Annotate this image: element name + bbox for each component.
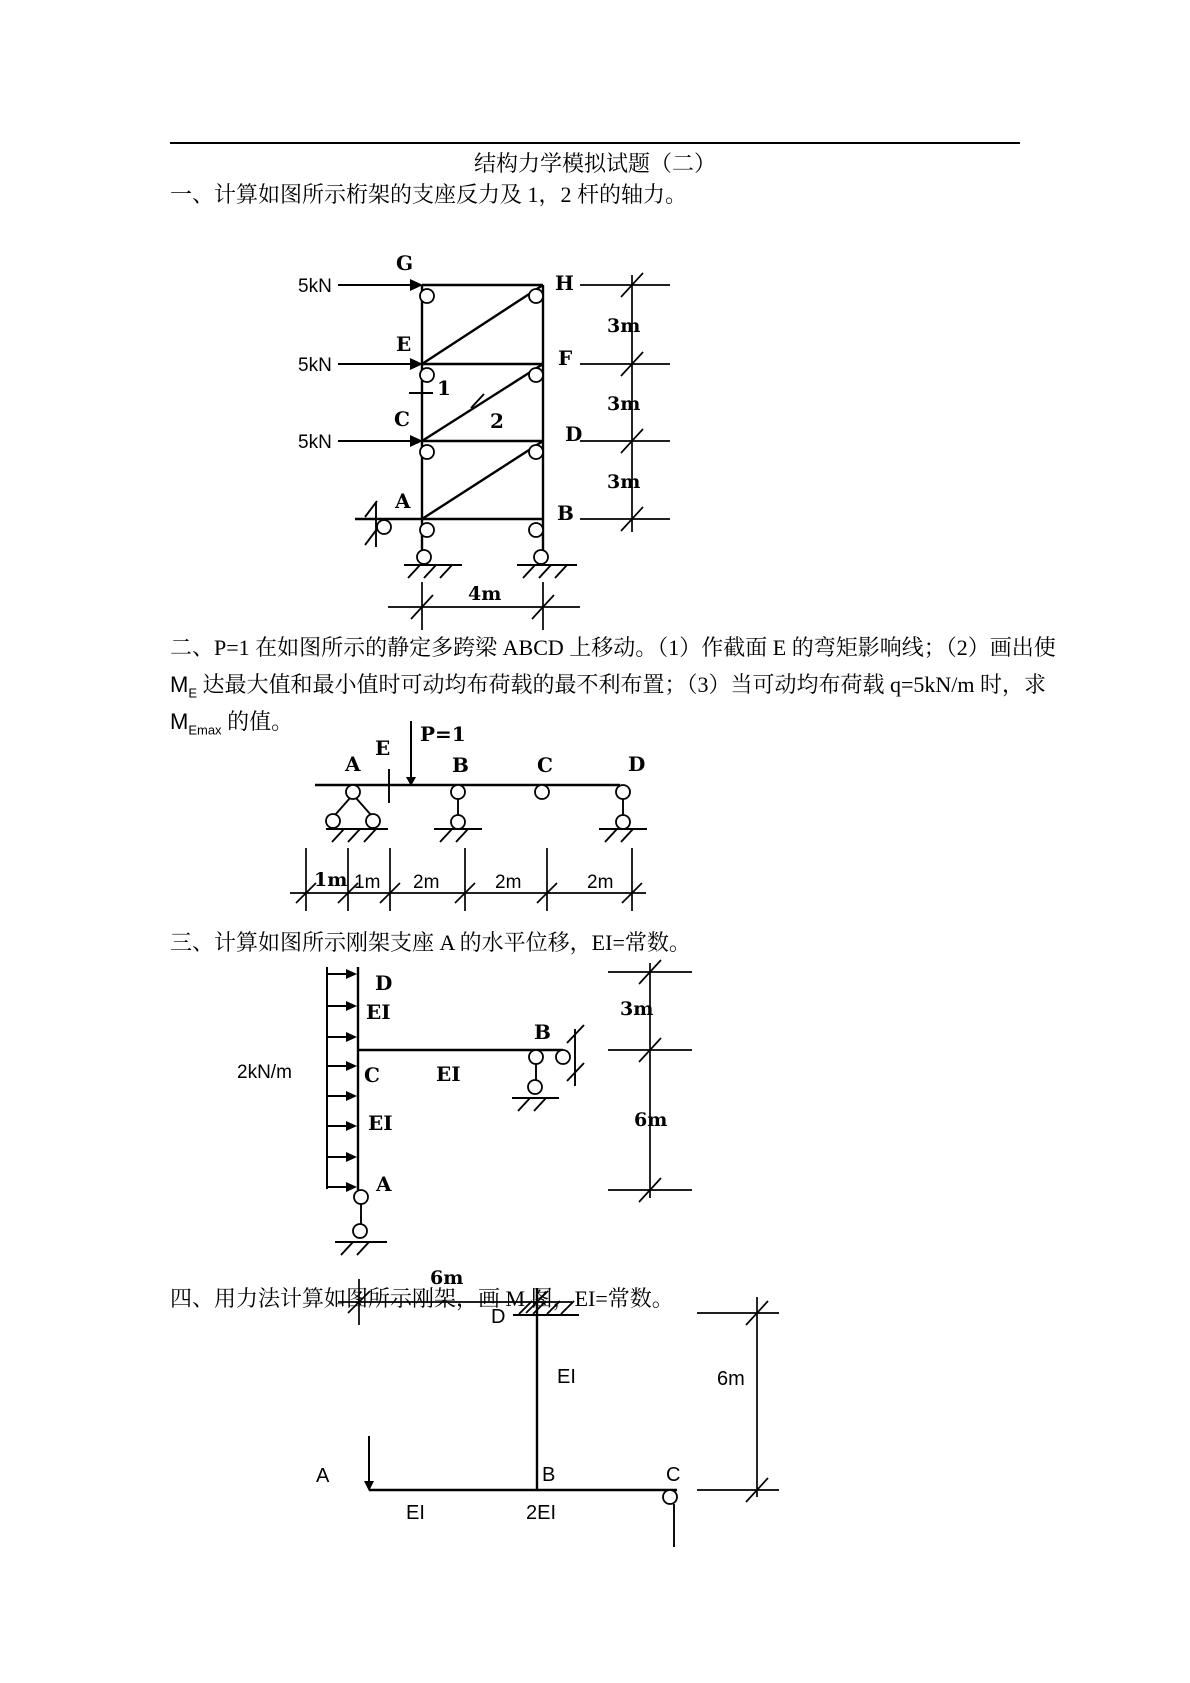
node-label-C: C bbox=[666, 1464, 681, 1486]
dim-right-6m: 6m bbox=[717, 1368, 745, 1390]
hinge-C-icon bbox=[535, 785, 549, 799]
node-label-A: A bbox=[395, 489, 411, 513]
top-rule bbox=[170, 142, 1020, 144]
ei-label-column: EI bbox=[557, 1366, 576, 1388]
node-label-H: H bbox=[555, 271, 574, 295]
horizontal-roller-support-icon bbox=[365, 501, 377, 547]
distributed-load-label: 2kN/m bbox=[237, 1062, 292, 1083]
load-arrow-A bbox=[364, 1436, 374, 1491]
node-label-D: D bbox=[375, 971, 393, 995]
truss-members bbox=[355, 285, 543, 550]
pin-support-A-icon bbox=[326, 785, 388, 842]
load-arrows bbox=[338, 279, 423, 447]
node-label-C: C bbox=[364, 1063, 380, 1087]
node-label-E: E bbox=[375, 736, 391, 760]
dim-6m: 6m bbox=[634, 1109, 668, 1131]
load-label-3: 5kN bbox=[298, 432, 332, 453]
ei-label-bc: 2EI bbox=[526, 1502, 557, 1524]
roller-support-A-icon bbox=[404, 565, 462, 578]
problem4-text: 四、用力法计算如图所示刚架，画 M 图，EI=常数。 bbox=[170, 1286, 674, 1311]
ei-label-top: EI bbox=[366, 1000, 391, 1024]
problem2-line2 bbox=[170, 670, 1047, 708]
symbol-ME: $M_E$ bbox=[170, 672, 197, 701]
problem3-text: 三、计算如图所示刚架支座 A 的水平位移，EI=常数。 bbox=[170, 930, 691, 955]
problem2-line3-rest: 的值。 bbox=[221, 709, 294, 734]
frame-figure bbox=[225, 955, 668, 1265]
problem2-line1: 二、P=1 在如图所示的静定多跨梁 ABCD 上移动。（1）作截面 E 的弯矩影响线；（2）画出使 bbox=[170, 635, 1056, 660]
dim-3m-1: 3m bbox=[607, 315, 641, 337]
roller-support-B-icon bbox=[517, 565, 577, 578]
node-label-B: B bbox=[534, 1020, 551, 1044]
node-label-C: C bbox=[394, 407, 410, 431]
page-title: 结构力学模拟试题（二） bbox=[473, 151, 716, 176]
height-dimension-lines bbox=[608, 960, 692, 1202]
node-label-D: D bbox=[491, 1306, 506, 1328]
distributed-load-arrows bbox=[328, 969, 357, 1192]
ei-label-ab: EI bbox=[406, 1502, 425, 1524]
fixed-support-D-icon bbox=[513, 1301, 579, 1315]
unit-load-arrow bbox=[406, 721, 416, 786]
node-label-A: A bbox=[376, 1172, 392, 1196]
link-support-C-icon bbox=[663, 1490, 677, 1547]
node-label-F: F bbox=[558, 346, 573, 370]
node-label-D: D bbox=[628, 752, 646, 776]
member-2-label: 2 bbox=[490, 409, 504, 433]
dim-2m-3: 2m bbox=[587, 872, 614, 893]
frame-members bbox=[369, 1288, 677, 1490]
problem1-text: 一、计算如图所示桁架的支座反力及 1，2 杆的轴力。 bbox=[170, 182, 688, 207]
node-label-B: B bbox=[452, 753, 469, 777]
dim-3m-2: 3m bbox=[607, 393, 641, 415]
roller-support-D-icon bbox=[599, 785, 647, 842]
node-label-B: B bbox=[557, 501, 574, 525]
frame2-figure bbox=[280, 1255, 780, 1555]
dim-2m-2: 2m bbox=[495, 872, 522, 893]
node-label-E: E bbox=[396, 332, 412, 356]
unit-load-label: P=1 bbox=[420, 722, 466, 746]
node-label-A: A bbox=[316, 1465, 330, 1487]
node-label-C: C bbox=[537, 753, 553, 777]
node-label-D: D bbox=[565, 422, 583, 446]
node-label-A: A bbox=[345, 752, 361, 776]
dim-1m-2: 1m bbox=[354, 872, 381, 893]
dim-1m-1: 1m bbox=[314, 869, 348, 891]
load-label-2: 5kN bbox=[298, 355, 332, 376]
dim-4m: 4m bbox=[468, 583, 502, 605]
ei-label-bottom: EI bbox=[368, 1111, 393, 1135]
beam-figure bbox=[270, 715, 670, 930]
truss-figure bbox=[280, 230, 700, 642]
symbol-MEmax: $M_{Emax}$ bbox=[170, 709, 222, 738]
support-A-icon bbox=[335, 1190, 387, 1255]
dim-2m-1: 2m bbox=[413, 872, 440, 893]
right-dimension-line bbox=[697, 1297, 779, 1502]
roller-support-B-icon bbox=[434, 785, 482, 842]
node-label-B: B bbox=[542, 1464, 556, 1486]
node-label-G: G bbox=[396, 251, 414, 275]
problem2-line2-rest: 达最大值和最小值时可动均布荷载的最不利布置；（3）当可动均布荷载 q=5kN/m 时，求 bbox=[197, 672, 1047, 697]
dim-top-6m: 6m bbox=[430, 1267, 464, 1289]
ei-label-beam: EI bbox=[436, 1062, 461, 1086]
dim-3m-3: 3m bbox=[607, 471, 641, 493]
load-label-1: 5kN bbox=[298, 276, 332, 297]
dim-3m: 3m bbox=[620, 998, 654, 1020]
member-1-label: 1 bbox=[437, 376, 451, 400]
